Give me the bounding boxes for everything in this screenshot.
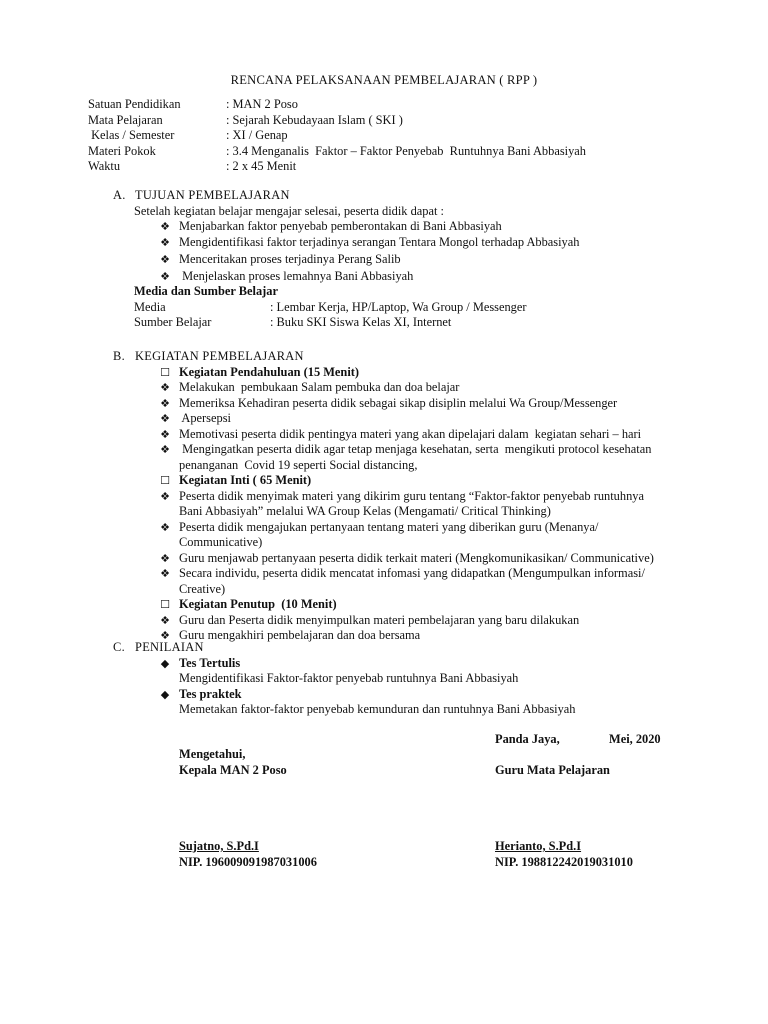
- meta-label: Materi Pokok: [88, 143, 156, 158]
- list-item: ❖ Apersepsi: [157, 411, 654, 427]
- list-item: ❖ Menceritakan proses terjadinya Perang Salib: [157, 252, 579, 269]
- meta-value: : 3.4 Menganalis Faktor – Faktor Penyebab Runtuhnya Bani Abbasiyah: [226, 143, 586, 158]
- list-item: [157, 687, 575, 703]
- meta-value: : Sejarah Kebudayaan Islam ( SKI ): [226, 112, 403, 127]
- meta-table: [88, 97, 586, 175]
- media-value: : Lembar Kerja, HP/Laptop, Wa Group / Messenger: [270, 299, 527, 314]
- list-item: ❖ Memotivasi peserta didik pentingya materi yang akan dipelajari dalam kegiatan sehari – hari: [157, 427, 654, 443]
- assessment-list: [113, 656, 575, 718]
- list-item: [157, 520, 654, 551]
- diamond-bullet-icon: ❖: [160, 520, 170, 534]
- meta-value: : 2 x 45 Menit: [226, 159, 297, 173]
- signature-principal-title: Kepala MAN 2 Poso: [179, 763, 287, 777]
- media-label: Media: [134, 299, 166, 314]
- text-line: Mengingatkan peserta didik agar tetap menjaga kesehatan, serta mengikuti protocol kesehatan: [179, 442, 652, 456]
- meta-label: Kelas / Semester: [88, 128, 175, 142]
- diamond-bullet-icon: ❖: [160, 412, 170, 425]
- meta-label: Satuan Pendidikan: [88, 97, 181, 111]
- section-c-heading: [113, 640, 575, 656]
- text-line: Peserta didik menyimak materi yang dikirim guru tentang “Faktor-faktor penyebab runtuhnya: [179, 488, 644, 503]
- list-item: ❖ Mengidentifikasi faktor terjadinya serangan Tentara Mongol terhadap Abbasiyah: [157, 235, 579, 252]
- list-item: ❖ Guru dan Peserta didik menyimpulkan materi pembelajaran yang baru dilakukan: [157, 613, 654, 629]
- list-item: [157, 442, 654, 473]
- section-number: C.: [113, 640, 125, 654]
- meta-value: : XI / Genap: [226, 128, 288, 142]
- diamond-bullet-icon: ❖: [160, 629, 170, 642]
- meta-value: : MAN 2 Poso: [226, 97, 298, 111]
- section-b-heading: [113, 349, 654, 365]
- section-b: [113, 349, 654, 644]
- section-number: A.: [113, 188, 126, 202]
- signature-principal-name: Sujatno, S.Pd.I: [179, 839, 259, 853]
- praktek-text: Memetakan faktor-faktor penyebab kemunduran dan runtuhnya Bani Abbasiyah: [179, 702, 576, 716]
- tertulis-heading: Tes Tertulis: [179, 655, 241, 670]
- list-item: ❖ Memeriksa Kehadiran peserta didik sebagai sikap disiplin melalui Wa Group/Messenger: [157, 396, 654, 412]
- text-line: Communicative): [179, 535, 263, 549]
- section-title: PENILAIAN: [135, 640, 204, 654]
- signature-teacher-title: Guru Mata Pelajaran: [495, 763, 610, 777]
- signature-principal-nip: NIP. 196009091987031006: [179, 855, 317, 869]
- media-value: : Buku SKI Siswa Kelas XI, Internet: [270, 315, 452, 329]
- section-a-intro: Setelah kegiatan belajar mengajar selesai, peserta didik dapat :: [134, 203, 444, 218]
- list-item: [157, 473, 654, 489]
- text-line: Bani Abbasiyah” melalui WA Group Kelas (Mengamati/ Critical Thinking): [179, 504, 551, 518]
- objectives-list: [113, 219, 579, 284]
- signature-teacher-name: Herianto, S.Pd.I: [495, 839, 582, 853]
- list-item: [157, 656, 575, 672]
- diamond-bullet-icon: ❖: [160, 220, 170, 233]
- meta-row: [88, 144, 586, 160]
- media-heading: Media dan Sumber Belajar: [134, 284, 278, 298]
- diamond-bullet-icon: ❖: [160, 613, 170, 627]
- signature-teacher-nip: NIP. 198812242019031010: [495, 855, 633, 869]
- diamond-bullet-icon: ❖: [160, 269, 170, 283]
- list-item: ❖ Menjabarkan faktor penyebab pemberontakan di Bani Abbasiyah: [157, 219, 579, 235]
- diamond-bullet-icon: ❖: [160, 567, 170, 580]
- meta-row: [88, 128, 586, 144]
- list-item: ❖ Menjelaskan proses lemahnya Bani Abbasiyah: [157, 269, 579, 285]
- document-title: RENCANA PELAKSANAAN PEMBELAJARAN ( RPP ): [230, 73, 538, 87]
- square-bullet-icon: ☐: [160, 474, 170, 487]
- black-diamond-bullet-icon: ◆: [160, 656, 170, 670]
- pendahuluan-heading: Kegiatan Pendahuluan (15 Menit): [179, 364, 360, 379]
- section-a-heading: [113, 188, 579, 204]
- media-row: [113, 315, 579, 331]
- praktek-heading: Tes praktek: [179, 686, 242, 701]
- section-a: [113, 188, 579, 331]
- square-bullet-icon: ☐: [160, 365, 170, 379]
- diamond-bullet-icon: ❖: [160, 551, 170, 565]
- diamond-bullet-icon: ❖: [160, 396, 170, 410]
- signature-date: Mei, 2020: [609, 732, 661, 746]
- black-diamond-bullet-icon: ◆: [160, 687, 170, 701]
- meta-row: [88, 159, 586, 175]
- section-title: TUJUAN PEMBELAJARAN: [135, 188, 290, 202]
- list-item: [157, 597, 654, 613]
- text-line: Peserta didik mengajukan pertanyaan tentang materi yang diberikan guru (Menanya/: [179, 519, 599, 534]
- tertulis-text: Mengidentifikasi Faktor-faktor penyebab runtuhnya Bani Abbasiyah: [179, 671, 519, 685]
- list-item: [157, 489, 654, 520]
- inti-heading: Kegiatan Inti ( 65 Menit): [179, 473, 312, 487]
- section-c: [113, 640, 575, 718]
- diamond-bullet-icon: ❖: [160, 381, 170, 394]
- text-line: Secara individu, peserta didik mencatat infomasi yang didapatkan (Mengumpulkan informasi/: [179, 566, 645, 580]
- list-item: [157, 365, 654, 381]
- media-label: Sumber Belajar: [134, 315, 212, 329]
- diamond-bullet-icon: ❖: [160, 489, 170, 503]
- text-line: penanganan Covid 19 seperti Social distancing,: [179, 457, 418, 472]
- meta-row: [88, 113, 586, 129]
- signature-known-label: Mengetahui,: [179, 747, 246, 761]
- text-line: Creative): [179, 581, 226, 596]
- section-title: KEGIATAN PEMBELAJARAN: [135, 349, 304, 363]
- list-item: ❖ Guru menjawab pertanyaan peserta didik terkait materi (Mengkomunikasikan/ Communicative): [157, 551, 654, 567]
- diamond-bullet-icon: ❖: [160, 235, 170, 249]
- meta-label: Waktu: [88, 159, 121, 173]
- media-row: [113, 300, 579, 316]
- list-item: ❖ Guru mengakhiri pembelajaran dan doa bersama: [157, 628, 654, 644]
- list-item: ❖ Melakukan pembukaan Salam pembuka dan doa belajar: [157, 380, 654, 396]
- diamond-bullet-icon: ❖: [160, 252, 170, 266]
- section-number: B.: [113, 349, 125, 363]
- square-bullet-icon: ☐: [160, 598, 170, 611]
- signature-place: Panda Jaya,: [495, 732, 560, 746]
- penutup-heading: Kegiatan Penutup (10 Menit): [179, 597, 337, 611]
- meta-row: [88, 97, 586, 113]
- list-item: [157, 566, 654, 597]
- activities-list: [113, 365, 654, 644]
- diamond-bullet-icon: ❖: [160, 443, 170, 456]
- diamond-bullet-icon: ❖: [160, 427, 170, 441]
- meta-label: Mata Pelajaran: [88, 112, 163, 127]
